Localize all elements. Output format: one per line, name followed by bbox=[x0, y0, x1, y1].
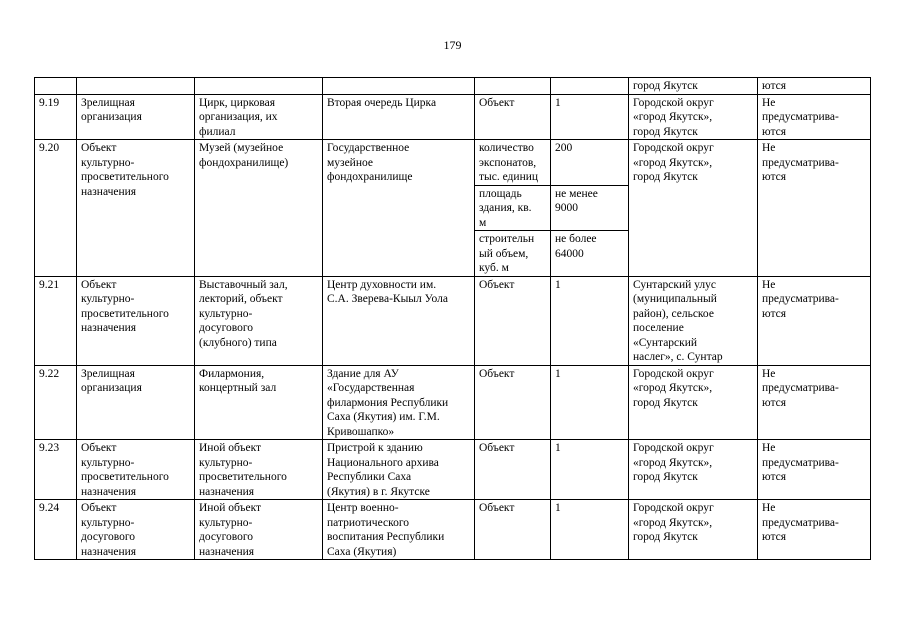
table-row bbox=[35, 276, 871, 365]
cell-empty bbox=[323, 78, 475, 95]
cell-value: не менее 9000 bbox=[551, 185, 629, 231]
cell-number: 9.20 bbox=[35, 140, 77, 277]
cell-object-kind: Цирк, цирковая организация, их филиал bbox=[195, 94, 323, 140]
cell-metric: Объект bbox=[475, 440, 551, 500]
cell-metric: Объект bbox=[475, 276, 551, 365]
cell-value: 1 bbox=[551, 440, 629, 500]
facilities-table bbox=[34, 77, 871, 560]
cell-empty bbox=[551, 78, 629, 95]
cell-object-kind: Филармония, концертный зал bbox=[195, 365, 323, 440]
cell-location: город Якутск bbox=[629, 78, 758, 95]
cell-number: 9.22 bbox=[35, 365, 77, 440]
cell-note: Не предусматрива- ются bbox=[758, 500, 871, 560]
cell-object-kind: Иной объект культурно- досугового назначения bbox=[195, 500, 323, 560]
cell-value: 1 bbox=[551, 94, 629, 140]
cell-object-name: Пристрой к зданию Национального архива Республики Саха (Якутия) в г. Якутске bbox=[323, 440, 475, 500]
cell-location: Городской округ «город Якутск», город Якутск bbox=[629, 500, 758, 560]
cell-metric: Объект bbox=[475, 94, 551, 140]
cell-note: Не предусматрива- ются bbox=[758, 276, 871, 365]
cell-number: 9.23 bbox=[35, 440, 77, 500]
table-row bbox=[35, 94, 871, 140]
table-row-continuation bbox=[35, 78, 871, 95]
cell-note: Не предусматрива- ются bbox=[758, 440, 871, 500]
table-row bbox=[35, 140, 871, 186]
cell-empty bbox=[475, 78, 551, 95]
cell-note: ются bbox=[758, 78, 871, 95]
cell-location: Сунтарский улус (муниципальный район), сельское поселение «Сунтарский наслег», с. Сунтар bbox=[629, 276, 758, 365]
cell-object-name: Вторая очередь Цирка bbox=[323, 94, 475, 140]
cell-metric: количество экспонатов, тыс. единиц bbox=[475, 140, 551, 186]
cell-value: 200 bbox=[551, 140, 629, 186]
page-number: 179 bbox=[443, 38, 462, 52]
cell-object-type: Зрелищная организация bbox=[77, 94, 195, 140]
cell-object-kind: Выставочный зал, лекторий, объект культурно- досугового (клубного) типа bbox=[195, 276, 323, 365]
table-row bbox=[35, 500, 871, 560]
cell-location: Городской округ «город Якутск», город Якутск bbox=[629, 365, 758, 440]
cell-object-type: Объект культурно- просветительного назначения bbox=[77, 276, 195, 365]
cell-object-type: Объект культурно- просветительного назначения bbox=[77, 140, 195, 277]
cell-empty bbox=[195, 78, 323, 95]
cell-note: Не предусматрива- ются bbox=[758, 140, 871, 277]
cell-metric: Объект bbox=[475, 500, 551, 560]
cell-object-name: Центр военно- патриотического воспитания Республики Саха (Якутия) bbox=[323, 500, 475, 560]
cell-object-name: Государственное музейное фондохранилище bbox=[323, 140, 475, 277]
cell-location: Городской округ «город Якутск», город Якутск bbox=[629, 440, 758, 500]
cell-object-type: Объект культурно- просветительного назначения bbox=[77, 440, 195, 500]
cell-location: Городской округ «город Якутск», город Якутск bbox=[629, 94, 758, 140]
cell-value: не более 64000 bbox=[551, 231, 629, 277]
cell-number: 9.21 bbox=[35, 276, 77, 365]
cell-object-kind: Иной объект культурно- просветительного назначения bbox=[195, 440, 323, 500]
table-row bbox=[35, 440, 871, 500]
cell-location: Городской округ «город Якутск», город Якутск bbox=[629, 140, 758, 277]
cell-empty bbox=[35, 78, 77, 95]
cell-note: Не предусматрива- ются bbox=[758, 94, 871, 140]
cell-value: 1 bbox=[551, 500, 629, 560]
cell-value: 1 bbox=[551, 365, 629, 440]
cell-object-type: Объект культурно- досугового назначения bbox=[77, 500, 195, 560]
cell-object-kind: Музей (музейное фондохранилище) bbox=[195, 140, 323, 277]
table-row bbox=[35, 365, 871, 440]
cell-object-name: Здание для АУ «Государственная филармония Республики Саха (Якутия) им. Г.М. Кривошапко» bbox=[323, 365, 475, 440]
cell-object-name: Центр духовности им. С.А. Зверева-Кыыл Уола bbox=[323, 276, 475, 365]
cell-metric: строительн ый объем, куб. м bbox=[475, 231, 551, 277]
cell-metric: Объект bbox=[475, 365, 551, 440]
cell-value: 1 bbox=[551, 276, 629, 365]
cell-empty bbox=[77, 78, 195, 95]
cell-object-type: Зрелищная организация bbox=[77, 365, 195, 440]
cell-note: Не предусматрива- ются bbox=[758, 365, 871, 440]
cell-number: 9.19 bbox=[35, 94, 77, 140]
cell-number: 9.24 bbox=[35, 500, 77, 560]
cell-metric: площадь здания, кв. м bbox=[475, 185, 551, 231]
